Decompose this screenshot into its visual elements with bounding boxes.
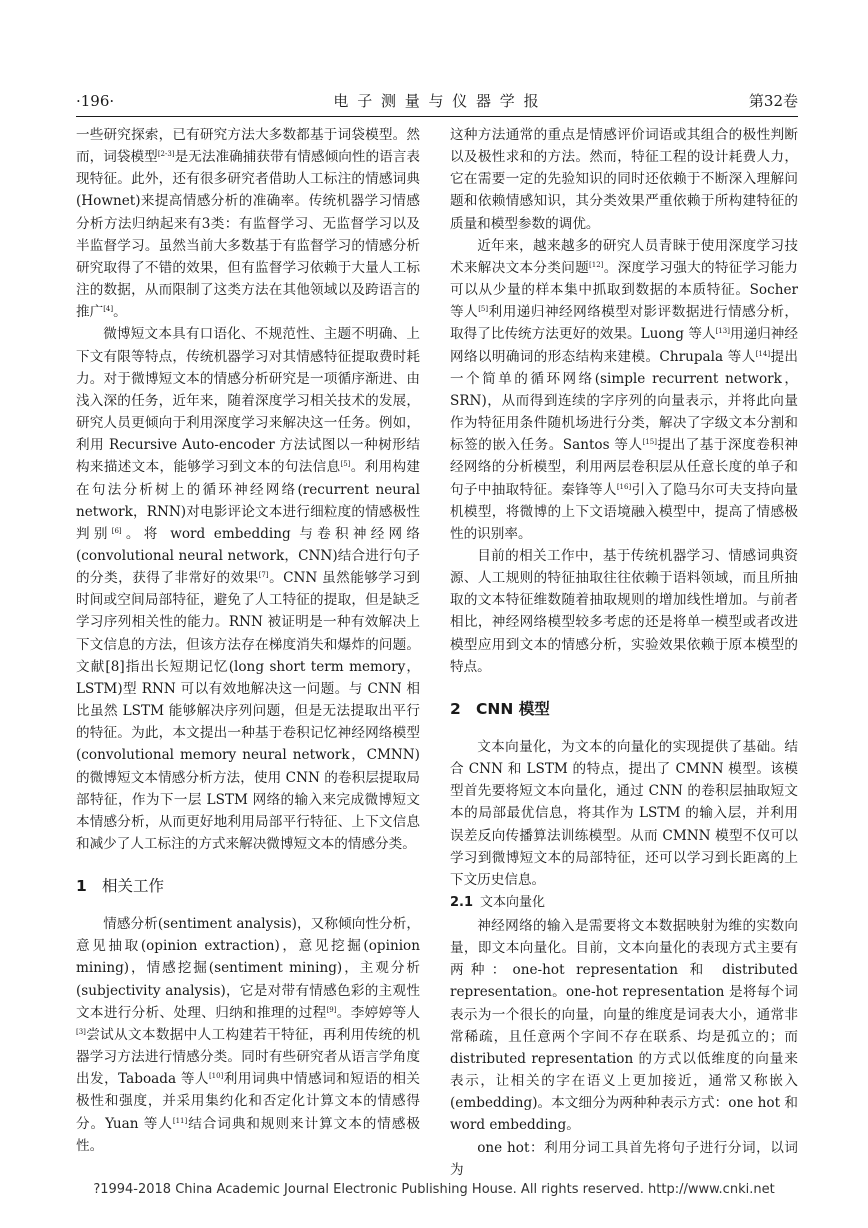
- paragraph: 情感分析(sentiment analysis)，又称倾向性分析，意见抽取(opinion extraction)，意见挖掘(opinion mining)，情感挖掘(sentiment mining)，主观分析(subjectivity analysis)，它是对带有情感色彩的主观性文本进行分析、处理、归纳和推理的过程[9]。李婷婷等人[3]尝试从文本数据中人工构建若干特征，再利用传统的机器学习方法进行情感分类。同时有些研究者从语言学角度出发，Taboada 等人[10]利用词典中情感词和短语的相关极性和强度，并采用集约化和否定化计算文本的情感得分。Yuan 等人[11]结合词典和规则来计算文本的情感极性。: [76, 916, 421, 1154]
- citation: [12]: [589, 260, 604, 269]
- page-header: [76, 88, 798, 114]
- section-heading: 2 CNN 模型: [450, 699, 550, 718]
- right-column: [450, 124, 798, 1181]
- citation: [11]: [172, 1116, 188, 1125]
- citation: [3]: [76, 1027, 86, 1036]
- paragraph: 这种方法通常的重点是情感评价词语或其组合的极性判断以及极性求和的方法。然而，特征工程的设计耗费人力，它在需要一定的先验知识的同时还依赖于不断深入理解问题和依赖情感知识，其分类效果严重依赖于所构建特征的质量和模型参数的调优。: [450, 127, 798, 232]
- citation: [15]: [642, 438, 657, 447]
- page-number: ·196·: [76, 92, 115, 110]
- copyright-footer: ?1994-2018 China Academic Journal Electronic Publishing House. All rights reserved. http://www.cnki.net: [93, 1182, 775, 1197]
- paragraph: 微博短文本具有口语化、不规范性、主题不明确、上下文有限等特点，传统机器学习对其情感特征提取费时耗力。对于微博短文本的情感分析研究是一项循序渐进、由浅入深的任务，近年来，随着深度学习相关技术的发展，研究人员更倾向于利用深度学习来解决这一任务。例如，利用 Recursive Auto-encoder 方法试图以一种树形结构来描述文本，能够学习到文本的句法信息[5]。利用构建在句法分析树上的循环神经网络(recurrent neural network，RNN)对电影评论文本进行细粒度的情感极性判别[6]。将 word embedding 与卷积神经网络(convolutional neural network，CNN)结合进行句子的分类，获得了非常好的效果[7]。CNN 虽然能够学习到时间或空间局部特征，避免了人工特征的提取，但是缺乏学习序列相关性的能力。RNN 被证明是一种有效解决上下文信息的方法，但该方法存在梯度消失和爆炸的问题。文献[8]指出长短期记忆(long short term memory，LSTM)型 RNN 可以有效地解决这一问题。与 CNN 相比虽然 LSTM 能够解决序列问题，但是无法提取出平行的特征。为此，本文提出一种基于卷积记忆神经网络模型(convolutional memory neural network，CMNN)的微博短文本情感分析方法，使用 CNN 的卷积层提取局部特征，作为下一层 LSTM 网络的输入来完成微博短文本情感分析，从而更好地利用局部平行特征、上下文信息和减少了人工标注的方式来解决微博短文本的情感分类。: [76, 326, 421, 852]
- paragraph: 一些研究探索，已有研究方法大多数都基于词袋模型。然而，词袋模型[2-3]是无法准确捕获带有情感倾向性的语言表现特征。此外，还有很多研究者借助人工标注的情感词典(Hownet)来提高情感分析的准确率。传统机器学习情感分析方法归纳起来有3类：有监督学习、无监督学习以及半监督学习。虽然当前大多数基于有监督学习的情感分析研究取得了不错的效果，但有监督学习依赖于大量人工标注的数据，从而限制了这类方法在其他领域以及跨语言的推广[4]。: [76, 127, 421, 321]
- citation: [16]: [616, 482, 632, 491]
- header-rule: [76, 116, 798, 117]
- section-heading: 1 相关工作: [76, 877, 165, 896]
- journal-title: 电 子 测 量 与 仪 器 学 报: [333, 92, 541, 110]
- citation: [4]: [103, 305, 114, 314]
- paragraph: one hot：利用分词工具首先将句子进行分词，以词为: [450, 1139, 798, 1178]
- citation: [10]: [208, 1072, 224, 1081]
- citation: [5]: [340, 460, 351, 469]
- subsection-heading: 2.1 文本向量化: [450, 895, 546, 910]
- citation: [9]: [326, 1005, 337, 1014]
- citation: [7]: [258, 571, 269, 580]
- paragraph: 神经网络的输入是需要将文本数据映射为维的实数向量，即文本向量化。目前，文本向量化的表现方式主要有两种：one-hot representation 和 distributed representation。one-hot representation 是将每个词表示为一个很长的向量，向量的维度是词表大小，通常非常稀疏，且任意两个字间不存在联系、均是孤立的；而 distributed representation 的方式以低维度的向量来表示，让相关的字在语义上更加接近，通常又称嵌入(embedding)。本文细分为两种种表示方式：one hot 和 word embedding。: [450, 918, 798, 1134]
- citation: [14]: [755, 349, 771, 358]
- citation: [2-3]: [157, 150, 175, 159]
- left-column: [76, 124, 420, 1157]
- volume-label: 第32卷: [748, 92, 798, 110]
- citation: [5]: [478, 305, 489, 314]
- paragraph: 文本向量化，为文本的向量化的实现提供了基础。结合 CNN 和 LSTM 的特点，提出了 CMNN 模型。该模型首先要将短文本向量化，通过 CNN 的卷积层抽取短文本的局部最优信息，将其作为 LSTM 的输入层，并利用误差反向传播算法训练模型。从而 CMNN 模型不仅可以学习到微博短文本的局部特征，还可以学习到长距离的上下文历史信息。: [450, 738, 798, 888]
- citation: [13]: [715, 327, 730, 336]
- paragraph: 目前的相关工作中，基于传统机器学习、情感词典资源、人工规则的特征抽取往往依赖于语料领域，而且所抽取的文本特征维数随着抽取规则的增加线性增加。与前者相比，神经网络模型较多考虑的还是将单一模型或者改进模型应用到文本的情感分析，实验效果依赖于原本模型的特点。: [450, 547, 798, 675]
- citation: [6]: [111, 526, 122, 535]
- paragraph: 近年来，越来越多的研究人员青睐于使用深度学习技术来解决文本分类问题[12]。深度学习强大的特征学习能力可以从少量的样本集中抓取到数据的本质特征。Socher 等人[5]利用递归神经网络模型对影评数据进行情感分析，取得了比传统方法更好的效果。Luong 等人[13]用递归神经网络以明确词的形态结构来建模。Chrupala 等人[14]提出一个简单的循环网络(simple recurrent network，SRN)，从而得到连续的字序列的向量表示，并将此向量作为特征用条件随机场进行分类，解决了字级文本分割和标签的嵌入任务。Santos 等人[15]提出了基于深度卷积神经网络的分析模型，利用两层卷积层从任意长度的单子和句子中抽取特征。秦锋等人[16]引入了隐马尔可夫支持向量机模型，将微博的上下文语境融入模型中，提高了情感极性的识别率。: [450, 237, 799, 542]
